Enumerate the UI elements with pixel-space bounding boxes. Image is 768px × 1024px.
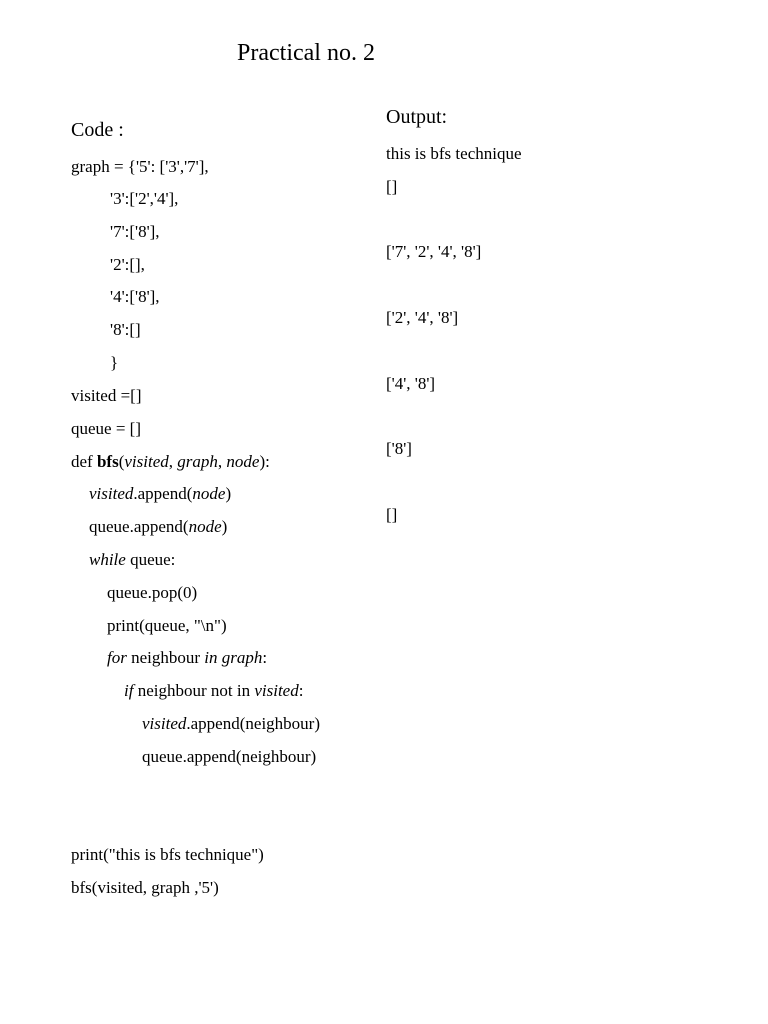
output-line: [] <box>386 177 398 196</box>
code-token: .append(neighbour) <box>186 714 320 733</box>
code-token: neighbour not in <box>133 681 255 700</box>
code-token: for <box>107 648 127 667</box>
code-line <box>89 550 175 570</box>
code-token: , <box>217 452 227 471</box>
code-line: '7':['8'], <box>110 222 160 241</box>
output-heading: Output: <box>386 106 448 128</box>
code-token: : <box>262 648 268 667</box>
output-line: ['2', '4', '8'] <box>386 308 459 327</box>
code-token: node <box>188 517 222 536</box>
code-line: bfs(visited, graph ,'5') <box>71 878 219 897</box>
code-token: visited <box>89 484 134 503</box>
output-line: this is bfs technique <box>386 144 522 163</box>
code-token: ( <box>118 452 125 471</box>
code-token: : <box>298 681 304 700</box>
code-line: queue.append(neighbour) <box>142 747 317 766</box>
page-title: Practical no. 2 <box>237 40 375 66</box>
code-line <box>71 452 270 472</box>
code-line <box>142 714 320 734</box>
code-line: '3':['2','4'], <box>110 189 179 208</box>
code-token: in graph <box>204 648 263 667</box>
output-line: ['8'] <box>386 439 412 458</box>
code-line <box>107 648 267 668</box>
output-line: [] <box>386 505 398 524</box>
code-line: print("this is bfs technique") <box>71 845 264 864</box>
code-token: queue.append( <box>89 517 189 536</box>
code-line: queue.pop(0) <box>107 583 198 602</box>
code-token: ) <box>225 484 232 503</box>
code-token: queue: <box>125 550 176 569</box>
output-line: ['4', '8'] <box>386 374 436 393</box>
code-token: .append( <box>133 484 193 503</box>
code-line <box>124 681 303 701</box>
code-line: '8':[] <box>110 320 141 339</box>
code-line: visited =[] <box>71 386 142 405</box>
code-token: visited <box>124 452 169 471</box>
code-line <box>89 517 227 537</box>
code-token: node <box>192 484 226 503</box>
code-token: , <box>168 452 178 471</box>
code-token: visited <box>254 681 299 700</box>
code-token: bfs <box>96 452 119 471</box>
code-line <box>89 484 231 504</box>
code-token: def <box>71 452 97 471</box>
code-line: '2':[], <box>110 255 145 274</box>
code-line: graph = {'5': ['3','7'], <box>71 157 209 176</box>
code-token: graph <box>177 452 218 471</box>
code-line: queue = [] <box>71 419 142 438</box>
code-line: '4':['8'], <box>110 287 160 306</box>
code-token: neighbour <box>126 648 205 667</box>
code-line: } <box>110 353 119 372</box>
code-line: print(queue, "\n") <box>107 616 227 635</box>
code-token: ) <box>221 517 228 536</box>
code-token: node <box>226 452 260 471</box>
code-token: while <box>89 550 126 569</box>
code-token: ): <box>259 452 270 471</box>
output-line: ['7', '2', '4', '8'] <box>386 242 482 261</box>
code-token: if <box>124 681 134 700</box>
code-heading: Code : <box>71 119 124 141</box>
code-token: visited <box>142 714 187 733</box>
